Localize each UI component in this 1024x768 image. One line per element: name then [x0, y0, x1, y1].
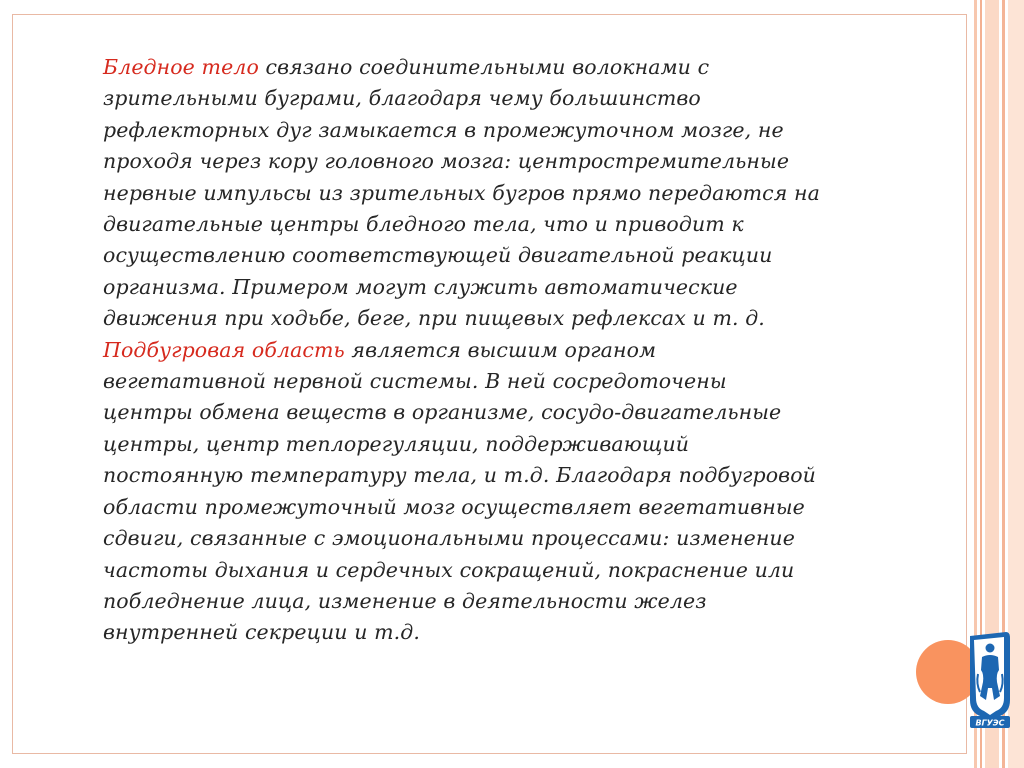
logo-emblem-icon [966, 630, 1014, 730]
slide-body-text [103, 52, 823, 649]
term-pale-body: Бледное тело [103, 55, 259, 79]
university-logo [966, 630, 1014, 730]
paragraph-1-text: связано соединительными волокнами с зрительными буграми, благодаря чему большинство рефлекторных дуг замыкается в промежуточном мозге, не проходя через кору головного мозга: центростремительные нервные импульсы из зрительных бугров прямо передаются на двигательные центры бледного тела, что и приводит к осуществлению соответствующей двигательной реакции организма. Примером могут служить автоматические движения при ходьбе, беге, при пищевых рефлексах и т. д. [103, 55, 820, 331]
term-hypothalamus: Подбугровая область [103, 337, 345, 362]
logo-text: ВГУЭС [975, 718, 1005, 728]
paragraph-2-text: является высшим органом вегетативной нервной системы. В ней сосредоточены центры обмена веществ в организме, сосудо-двигательные центры, центр теплорегуляции, поддерживающий постоянную температуру тела, и т.д. Благодаря подбугровой области промежуточный мозг осуществляет вегетативные сдвиги, связанные с эмоциональными процессами: изменение частоты дыхания и сердечных сокращений, покраснение или побледнение лица, изменение в деятельности желез внутренней секреции и т.д. [103, 337, 816, 645]
